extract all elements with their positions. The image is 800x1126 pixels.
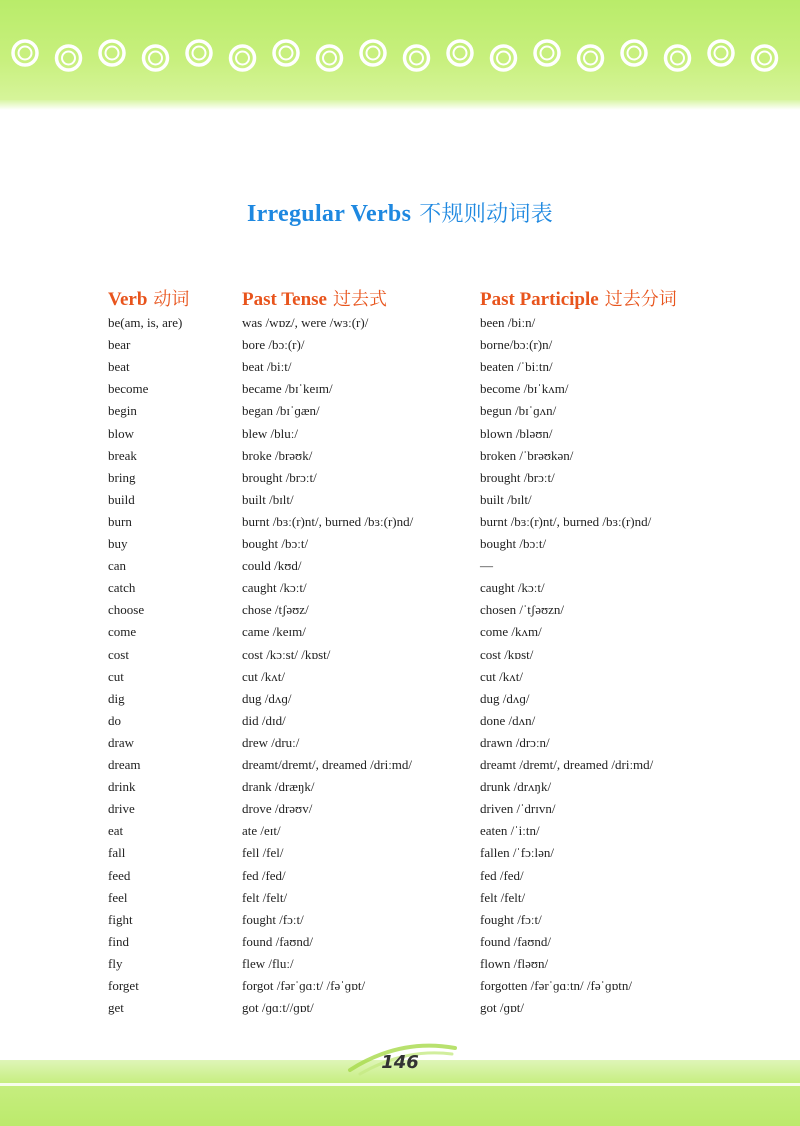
ring-hole-icon [149, 52, 162, 65]
past-tense-cell: broke /brəʊk/ [242, 447, 313, 463]
table-row [0, 511, 800, 533]
verb-cell: draw [108, 734, 134, 750]
page-title [0, 197, 800, 228]
past-participle-cell: broken /ˈbrəʊkən/ [480, 447, 574, 463]
past-tense-cell: cut /kʌt/ [242, 668, 285, 684]
table-row [0, 533, 800, 555]
ring-hole-icon [236, 52, 249, 65]
past-tense-cell: got /ɡɑːt//ɡɒt/ [242, 1000, 314, 1016]
verb-cell: break [108, 447, 137, 463]
table-row [0, 975, 800, 997]
verb-cell: cost [108, 646, 129, 662]
past-tense-cell: fought /fɔːt/ [242, 911, 304, 927]
table-row [0, 356, 800, 378]
verb-cell: can [108, 558, 127, 574]
ring-hole-icon [62, 52, 75, 65]
verb-cell: fall [108, 845, 126, 861]
verb-cell: forget [108, 978, 139, 993]
ring-hole-icon [106, 47, 119, 60]
past-participle-cell: blown /bləʊn/ [480, 425, 553, 441]
past-participle-cell: got /ɡɒt/ [480, 1000, 524, 1016]
verb-cell: get [108, 1000, 124, 1016]
verb-cell: cut [108, 668, 124, 684]
table-row [0, 776, 800, 798]
table-row [0, 997, 800, 1019]
column-header-past-tense [242, 285, 387, 311]
ring-hole-icon [193, 47, 206, 60]
table-row [0, 688, 800, 710]
table-row [0, 423, 800, 445]
past-participle-cell: built /bɪlt/ [480, 491, 532, 507]
column-header-participle-en: Past Participle [480, 289, 599, 310]
table-row [0, 842, 800, 864]
ring-hole-icon [758, 52, 771, 65]
table-row [0, 312, 800, 334]
verb-cell: fight [108, 911, 133, 927]
past-tense-cell: found /faʊnd/ [242, 933, 314, 949]
past-participle-cell: begun /bɪˈɡʌn/ [480, 403, 557, 419]
verb-cell: be(am, is, are) [108, 315, 183, 330]
table-row [0, 953, 800, 975]
past-participle-cell: cut /kʌt/ [480, 668, 523, 684]
past-tense-cell: bought /bɔːt/ [242, 536, 309, 551]
past-tense-cell: could /kʊd/ [242, 558, 302, 574]
binder-rings [0, 0, 800, 100]
title-english: Irregular Verbs [246, 201, 412, 227]
verb-cell: dream [108, 757, 141, 772]
past-tense-cell: fed /fed/ [242, 867, 286, 883]
verb-cell: fly [108, 955, 123, 971]
verb-cell: burn [108, 513, 132, 529]
verb-cell: drink [108, 779, 136, 795]
verb-cell: drive [108, 801, 135, 817]
past-participle-cell: cost /kɒst/ [480, 646, 534, 662]
ring-hole-icon [323, 52, 336, 65]
table-row [0, 754, 800, 776]
table-row [0, 489, 800, 511]
past-tense-cell: dug /dʌɡ/ [242, 690, 292, 706]
table-row [0, 577, 800, 599]
past-tense-cell: built /bɪlt/ [242, 491, 294, 507]
past-tense-cell: drew /druː/ [242, 734, 300, 750]
past-tense-cell: drove /drəʊv/ [242, 801, 313, 817]
past-tense-cell: burnt /bɜː(r)nt/, burned /bɜː(r)nd/ [242, 513, 414, 529]
past-participle-cell: chosen /ˈtʃəʊzn/ [480, 602, 565, 618]
past-participle-cell: fallen /ˈfɔːlən/ [480, 845, 554, 861]
table-row [0, 931, 800, 953]
column-header-verb-zh: 动词 [153, 289, 190, 310]
table-row [0, 865, 800, 887]
past-participle-cell: come /kʌm/ [480, 624, 542, 640]
past-participle-cell: been /biːn/ [480, 315, 536, 330]
table-row [0, 644, 800, 666]
past-participle-cell: eaten /ˈiːtn/ [480, 823, 540, 839]
past-tense-cell: bore /bɔː(r)/ [242, 337, 305, 353]
verb-cell: bear [108, 337, 131, 353]
past-participle-cell: felt /felt/ [480, 889, 526, 905]
ring-hole-icon [410, 52, 423, 65]
verb-cell: blow [108, 425, 134, 441]
table-row [0, 378, 800, 400]
past-participle-cell: drunk /drʌŋk/ [480, 779, 552, 795]
column-header-past-en: Past Tense [242, 289, 327, 310]
past-tense-cell: began /bɪˈɡæn/ [242, 403, 320, 419]
past-tense-cell: was /wɒz/, were /wɜː(r)/ [242, 315, 369, 330]
ring-hole-icon [280, 47, 293, 60]
past-tense-cell: caught /kɔːt/ [242, 580, 307, 596]
past-tense-cell: forgot /fərˈɡɑːt/ /fəˈɡɒt/ [242, 978, 366, 993]
table-row [0, 887, 800, 909]
past-participle-cell: flown /fləʊn/ [480, 955, 549, 971]
past-tense-cell: fell /fel/ [242, 845, 284, 861]
ring-hole-icon [541, 47, 554, 60]
past-tense-cell: felt /felt/ [242, 889, 288, 905]
ring-hole-icon [19, 47, 32, 60]
past-tense-cell: beat /biːt/ [242, 359, 292, 375]
past-participle-cell: driven /ˈdrɪvn/ [480, 801, 556, 817]
column-header-participle-zh: 过去分词 [604, 289, 677, 310]
column-header-past-zh: 过去式 [333, 289, 387, 310]
verb-cell: bring [108, 469, 136, 485]
past-tense-cell: did /dɪd/ [242, 712, 286, 728]
past-tense-cell: cost /kɔːst/ /kɒst/ [242, 646, 331, 662]
past-participle-cell: bought /bɔːt/ [480, 536, 547, 551]
table-row [0, 555, 800, 577]
column-header-verb [108, 285, 189, 311]
verb-cell: beat [108, 359, 130, 375]
past-participle-cell: forgotten /fərˈɡɑːtn/ /fəˈɡɒtn/ [480, 978, 632, 993]
past-participle-cell: dug /dʌɡ/ [480, 690, 530, 706]
past-tense-cell: ate /eɪt/ [242, 823, 281, 839]
past-participle-cell: brought /brɔːt/ [480, 469, 555, 485]
past-participle-cell: dreamt /dremt/, dreamed /driːmd/ [480, 757, 654, 772]
past-participle-cell: burnt /bɜː(r)nt/, burned /bɜː(r)nd/ [480, 513, 652, 529]
verb-cell: find [108, 933, 129, 949]
past-participle-cell: done /dʌn/ [480, 712, 536, 728]
table-row [0, 909, 800, 931]
verb-cell: choose [108, 602, 145, 618]
page-number: 146 [381, 1052, 419, 1073]
ring-hole-icon [454, 47, 467, 60]
past-participle-cell: borne/bɔː(r)n/ [480, 337, 553, 353]
table-row [0, 732, 800, 754]
column-header-verb-en: Verb [108, 289, 148, 310]
ring-hole-icon [715, 47, 728, 60]
table-row [0, 467, 800, 489]
ring-hole-icon [671, 52, 684, 65]
table-row [0, 820, 800, 842]
table-row [0, 666, 800, 688]
table-row [0, 445, 800, 467]
verb-cell: do [108, 712, 121, 728]
ring-hole-icon [584, 52, 597, 65]
past-tense-cell: brought /brɔːt/ [242, 469, 317, 485]
ring-hole-icon [628, 47, 641, 60]
verb-cell: begin [108, 403, 137, 419]
verb-cell: come [108, 624, 137, 640]
past-tense-cell: dreamt/dremt/, dreamed /driːmd/ [242, 757, 413, 772]
past-tense-cell: chose /tʃəʊz/ [242, 602, 309, 618]
verb-cell: build [108, 491, 135, 507]
past-participle-cell: become /bɪˈkʌm/ [480, 381, 569, 397]
table-row [0, 798, 800, 820]
past-tense-cell: became /bɪˈkeɪm/ [242, 381, 333, 397]
verb-cell: dig [108, 690, 125, 706]
verb-cell: catch [108, 580, 136, 596]
verb-cell: eat [108, 823, 124, 839]
column-header-past-participle [480, 285, 677, 311]
table-row [0, 334, 800, 356]
past-tense-cell: came /keɪm/ [242, 624, 306, 640]
past-tense-cell: flew /fluː/ [242, 955, 294, 971]
verb-cell: feed [108, 867, 131, 883]
past-tense-cell: blew /bluː/ [242, 425, 298, 441]
past-participle-cell: found /faʊnd/ [480, 933, 552, 949]
ring-hole-icon [497, 52, 510, 65]
past-tense-cell: drank /dræŋk/ [242, 779, 315, 795]
past-participle-cell: beaten /ˈbiːtn/ [480, 359, 553, 375]
title-chinese: 不规则动词表 [419, 202, 554, 227]
past-participle-cell: fed /fed/ [480, 867, 524, 883]
past-participle-cell: fought /fɔːt/ [480, 911, 542, 927]
band-fade [0, 100, 800, 110]
ring-hole-icon [367, 47, 380, 60]
verb-cell: buy [108, 536, 128, 551]
table-row [0, 400, 800, 422]
verb-cell: feel [108, 889, 128, 905]
verb-cell: become [108, 381, 149, 397]
table-row [0, 710, 800, 732]
bottom-divider [0, 1083, 800, 1086]
past-participle-cell: caught /kɔːt/ [480, 580, 545, 596]
past-participle-cell: drawn /drɔːn/ [480, 734, 550, 750]
table-row [0, 621, 800, 643]
past-participle-cell: — [480, 558, 493, 574]
table-row [0, 599, 800, 621]
